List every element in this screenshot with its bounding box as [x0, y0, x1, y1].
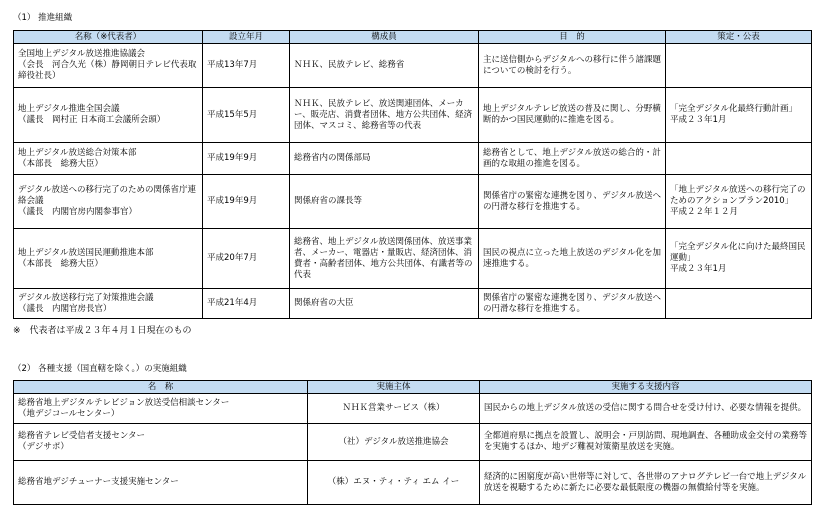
members: 総務省、地上デジタル放送関係団体、放送事業者、メーカー、電器店・量販店、経済団体、消費者・高齢者団体、地方公共団体、有識者等の代表: [290, 229, 479, 289]
established-date: 平成15年5月: [203, 88, 290, 143]
support-content: 経済的に困窮度が高い世帯等に対して、各世帯のアナログテレビ一台で地上デジタル放送を視聴するために新たに必要な最低限度の機器の無償給付等を実施。: [480, 461, 812, 505]
table-header-row: [14, 381, 812, 394]
table-row: [14, 461, 812, 505]
support-center-name: 総務省地デジチューナー支援実施センター: [14, 461, 308, 505]
support-organizations-table: [13, 380, 812, 505]
published: [666, 44, 812, 88]
support-center-name: 総務省地上デジタルテレビジョン放送受信相談センター （地デジコールセンター）: [14, 394, 308, 424]
org-name: 地上デジタル放送総合対策本部 （本部長 総務大臣）: [14, 143, 203, 175]
representative-note: ※ 代表者は平成２３年４月１日現在のもの: [13, 326, 192, 336]
purpose: 主に送信側からデジタルへの移行に伴う諸課題についての検討を行う。: [479, 44, 666, 88]
table-row: [14, 88, 812, 143]
table-row: [14, 229, 812, 289]
header-purpose: 目 的: [479, 31, 666, 44]
table-row: [14, 394, 812, 424]
implementing-body: ＮＨＫ営業サービス（株）: [308, 394, 480, 424]
established-date: 平成13年7月: [203, 44, 290, 88]
members: ＮＨＫ、民放テレビ、総務省: [290, 44, 479, 88]
support-center-name: 総務省テレビ受信者支援センター （デジサポ）: [14, 424, 308, 461]
org-name: デジタル放送への移行完了のための関係省庁連絡会議 （議長 内閣官房内閣参事官）: [14, 175, 203, 229]
support-content: 国民からの地上デジタル放送の受信に関する問合せを受け付け、必要な情報を提供。: [480, 394, 812, 424]
implementing-body: （株）エヌ・ティ・ティ エム イー: [308, 461, 480, 505]
purpose: 関係省庁の緊密な連携を図り、デジタル放送への円滑な移行を推進する。: [479, 289, 666, 319]
section1-title: （1） 推進組織: [13, 13, 73, 23]
table-row: [14, 424, 812, 461]
established-date: 平成19年9月: [203, 143, 290, 175]
org-name: 全国地上デジタル放送推進協議会 （会長 河合久光（株）静岡朝日テレビ代表取締役社長）: [14, 44, 203, 88]
purpose: 国民の視点に立った地上放送のデジタル化を加速推進する。: [479, 229, 666, 289]
promotion-organizations-table: [13, 30, 812, 319]
members: ＮＨＫ、民放テレビ、放送関連団体、メーカー、販売店、消費者団体、地方公共団体、経済団体、マスコミ、総務省等の代表: [290, 88, 479, 143]
published: 「完全デジタル化に向けた最終国民運動」 平成２３年1月: [666, 229, 812, 289]
members: 関係府省の大臣: [290, 289, 479, 319]
purpose: 関係省庁の緊密な連携を図り、デジタル放送への円滑な移行を推進する。: [479, 175, 666, 229]
header-body: 実施主体: [308, 381, 480, 394]
established-date: 平成20年7月: [203, 229, 290, 289]
support-content: 全都道府県に拠点を設置し、説明会・戸別訪問、現地調査、各種助成金交付の業務等を実施するほか、地デジ難視対策衛星放送を実施。: [480, 424, 812, 461]
org-name: デジタル放送移行完了対策推進会議 （議長 内閣官房長官）: [14, 289, 203, 319]
header-content: 実施する支援内容: [480, 381, 812, 394]
header-name: 名 称: [14, 381, 308, 394]
published: [666, 289, 812, 319]
table-row: [14, 175, 812, 229]
published: 「地上デジタル放送への移行完了のためのアクションプラン2010」 平成２２年１２月: [666, 175, 812, 229]
header-name: 名称（※代表者）: [14, 31, 203, 44]
org-name: 地上デジタル放送国民運動推進本部 （本部長 総務大臣）: [14, 229, 203, 289]
table-row: [14, 289, 812, 319]
table-header-row: [14, 31, 812, 44]
implementing-body: （社）デジタル放送推進協会: [308, 424, 480, 461]
members: 総務省内の関係部局: [290, 143, 479, 175]
section2-title: （2） 各種支援（国直轄を除く。）の実施組織: [13, 364, 187, 374]
header-members: 構成員: [290, 31, 479, 44]
published: [666, 143, 812, 175]
header-date: 設立年月: [203, 31, 290, 44]
table-row: [14, 143, 812, 175]
purpose: 総務省として、地上デジタル放送の総合的・計画的な取組の推進を図る。: [479, 143, 666, 175]
org-name: 地上デジタル推進全国会議 （議長 岡村正 日本商工会議所会頭）: [14, 88, 203, 143]
published: 「完全デジタル化最終行動計画」 平成２３年1月: [666, 88, 812, 143]
members: 関係府省の課長等: [290, 175, 479, 229]
purpose: 地上デジタルテレビ放送の普及に関し、分野横断的かつ国民運動的に推進を図る。: [479, 88, 666, 143]
established-date: 平成21年4月: [203, 289, 290, 319]
header-published: 策定・公表: [666, 31, 812, 44]
table-row: [14, 44, 812, 88]
established-date: 平成19年9月: [203, 175, 290, 229]
